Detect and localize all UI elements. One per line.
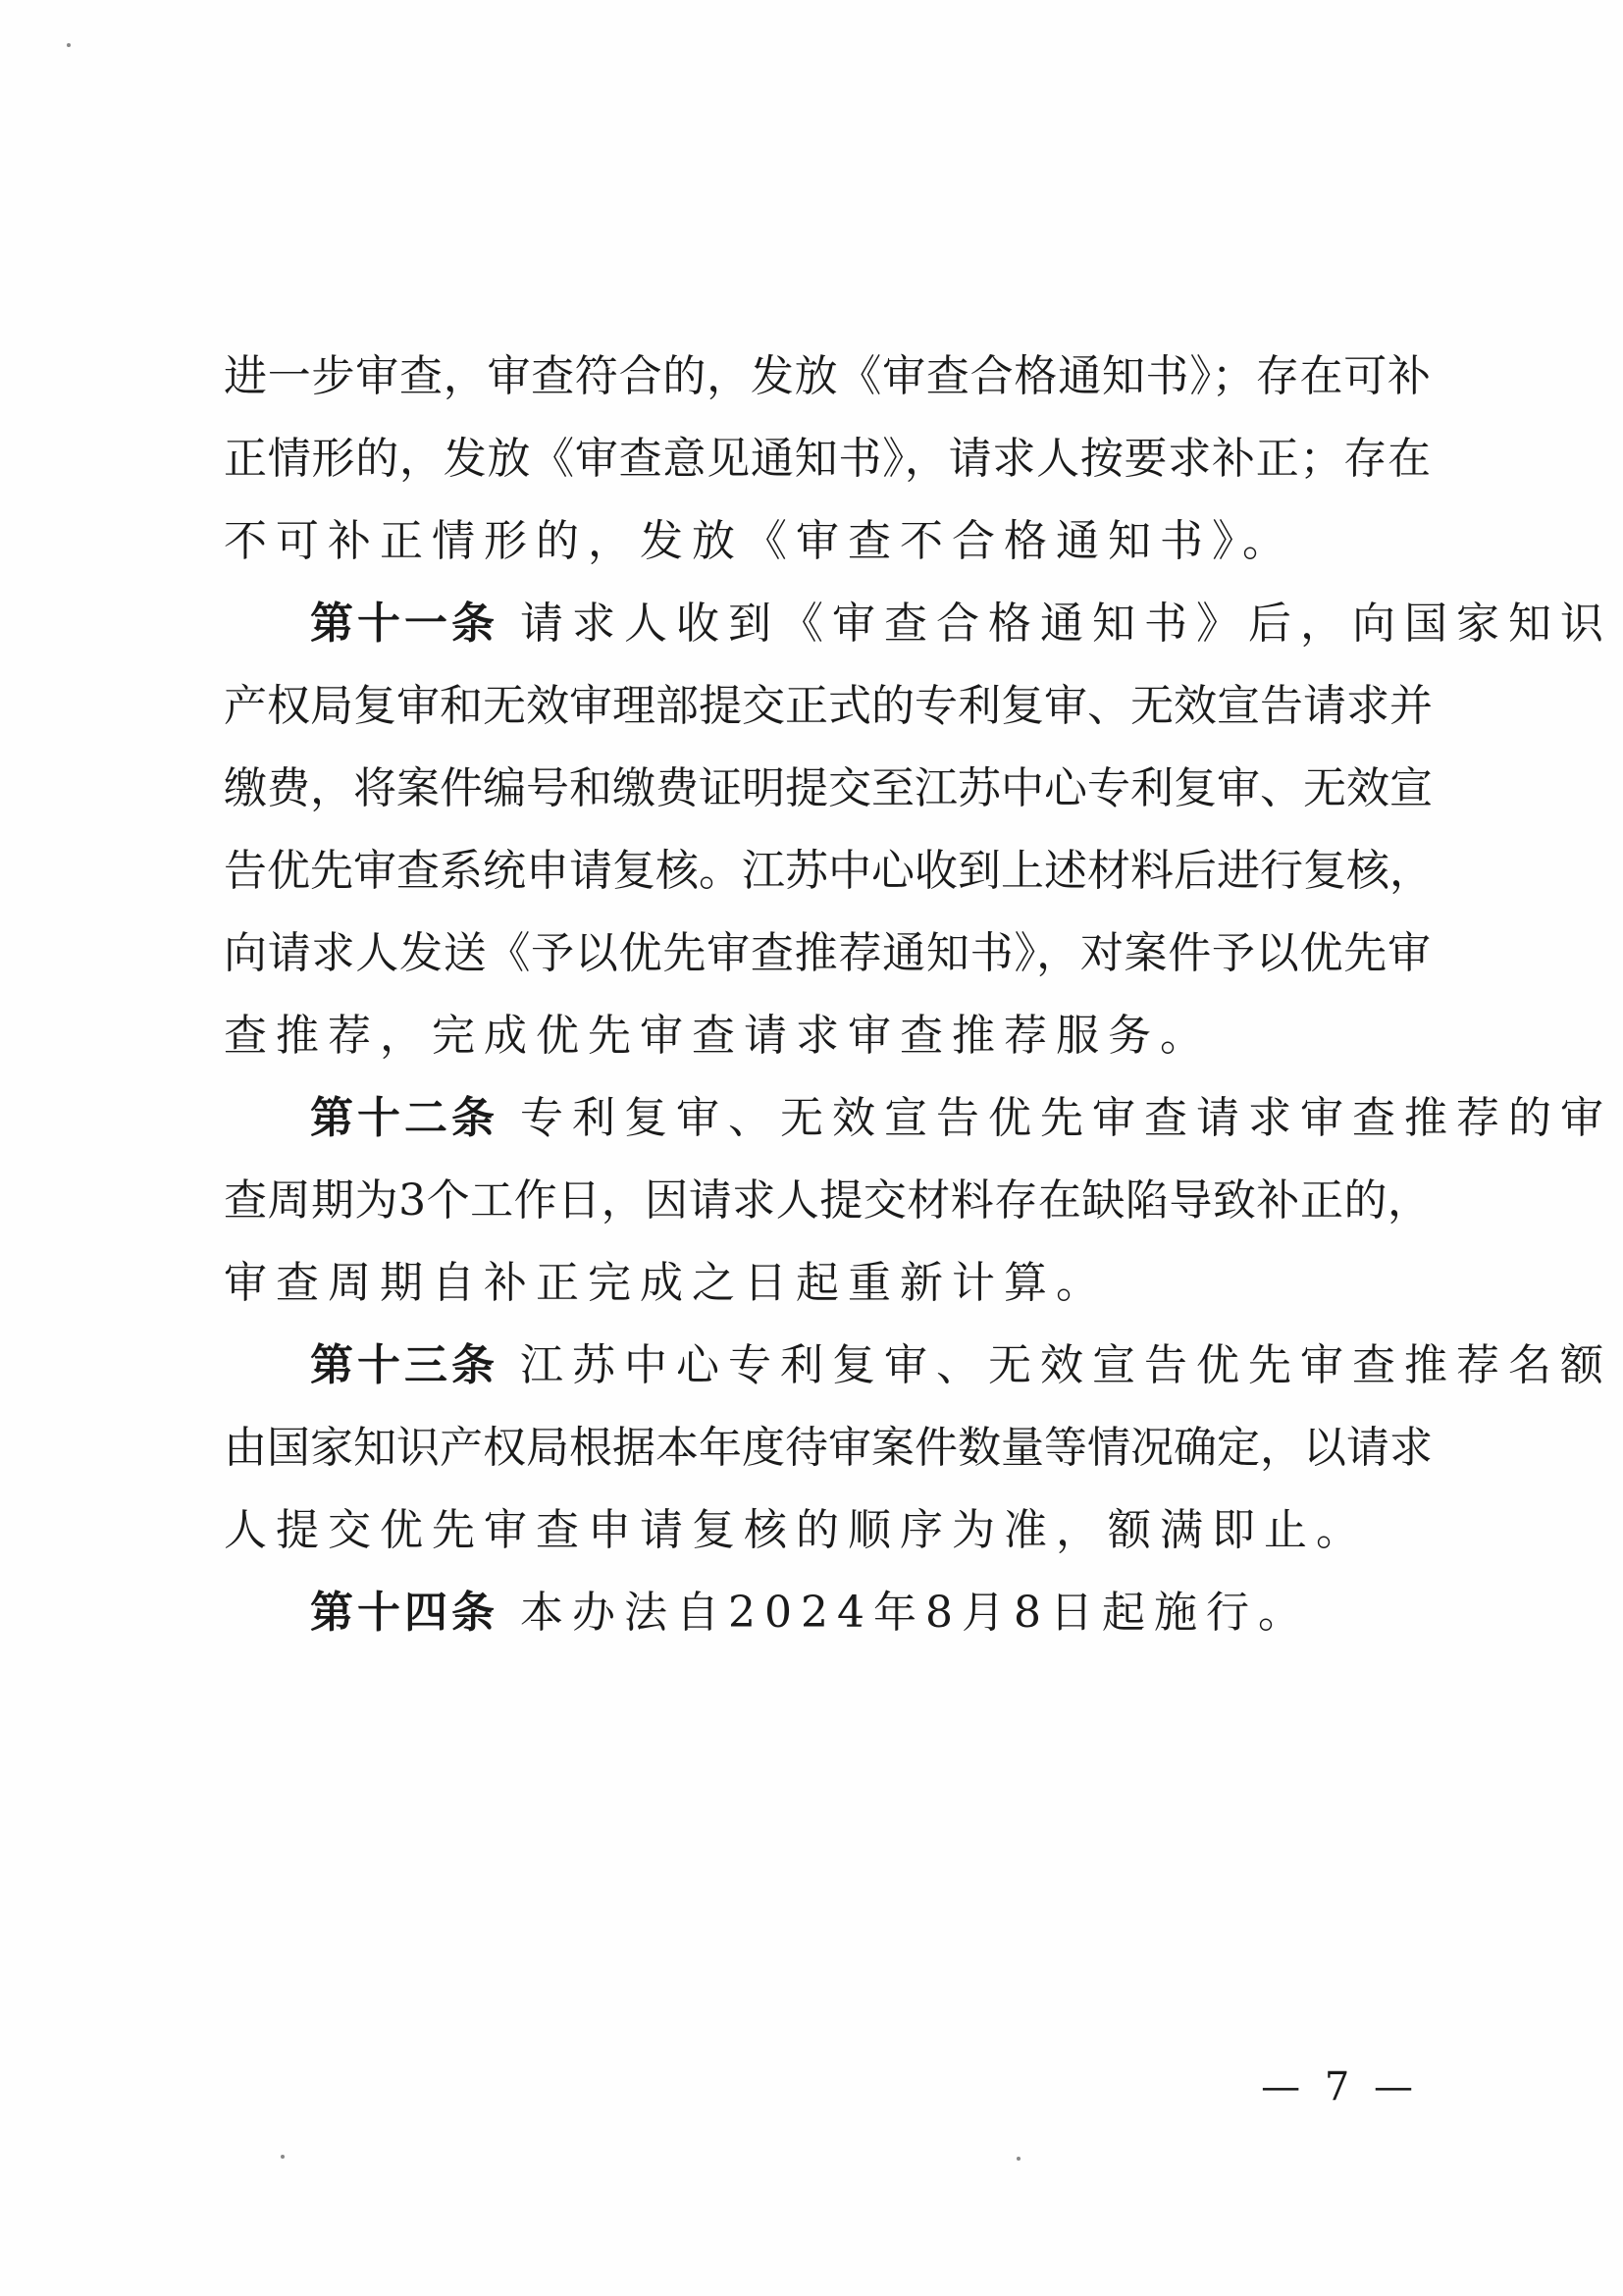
text-line: 进一步审查，审查符合的，发放《审查合格通知书》；存在可补 (224, 351, 1431, 401)
text-line: 由国家知识产权局根据本年度待审案件数量等情况确定，以请求 (224, 1423, 1433, 1473)
article-text: 请求人收到《审查合格通知书》后，向国家知识 (520, 599, 1612, 649)
text-line: 查周期为3个工作日，因请求人提交材料存在缺陷导致补正的， (224, 1175, 1431, 1226)
article-heading: 第十一条 (310, 599, 498, 649)
text-line: 查推荐，完成优先审查请求审查推荐服务。 (224, 1011, 1212, 1061)
article-text: 专利复审、无效宣告优先审查请求审查推荐的审 (520, 1093, 1612, 1143)
article-heading: 第十二条 (310, 1093, 498, 1143)
article-12-first-line (224, 1077, 1612, 1160)
text-line: 向请求人发送《予以优先审查推荐通知书》，对案件予以优先审 (224, 928, 1431, 978)
text-line: 缴费，将案件编号和缴费证明提交至江苏中心专利复审、无效宣 (224, 763, 1433, 813)
article-text: 本办法自2024年8月8日起施行。 (520, 1588, 1310, 1638)
scan-speck (1017, 2157, 1021, 2161)
text-line: 正情形的，发放《审查意见通知书》，请求人按要求补正；存在 (224, 434, 1431, 484)
text-line: 不可补正情形的，发放《审查不合格通知书》。 (224, 516, 1294, 566)
text-line: 告优先审查系统申请复核。江苏中心收到上述材料后进行复核， (224, 846, 1433, 896)
article-text: 江苏中心专利复审、无效宣告优先审查推荐名额 (520, 1340, 1612, 1390)
page-number: — 7 — (1261, 2064, 1419, 2110)
article-13-first-line (224, 1325, 1612, 1407)
article-heading: 第十三条 (310, 1340, 498, 1390)
text-line: 产权局复审和无效审理部提交正式的专利复审、无效宣告请求并 (224, 681, 1433, 731)
document-body (224, 336, 1612, 1654)
scan-speck (281, 2155, 285, 2159)
text-line: 人提交优先审查申请复核的顺序为准，额满即止。 (224, 1505, 1368, 1555)
article-14-first-line (224, 1572, 1431, 1654)
article-11-first-line (224, 583, 1612, 665)
article-heading: 第十四条 (310, 1588, 498, 1638)
scan-speck (67, 43, 71, 47)
text-line: 审查周期自补正完成之日起重新计算。 (224, 1258, 1108, 1308)
